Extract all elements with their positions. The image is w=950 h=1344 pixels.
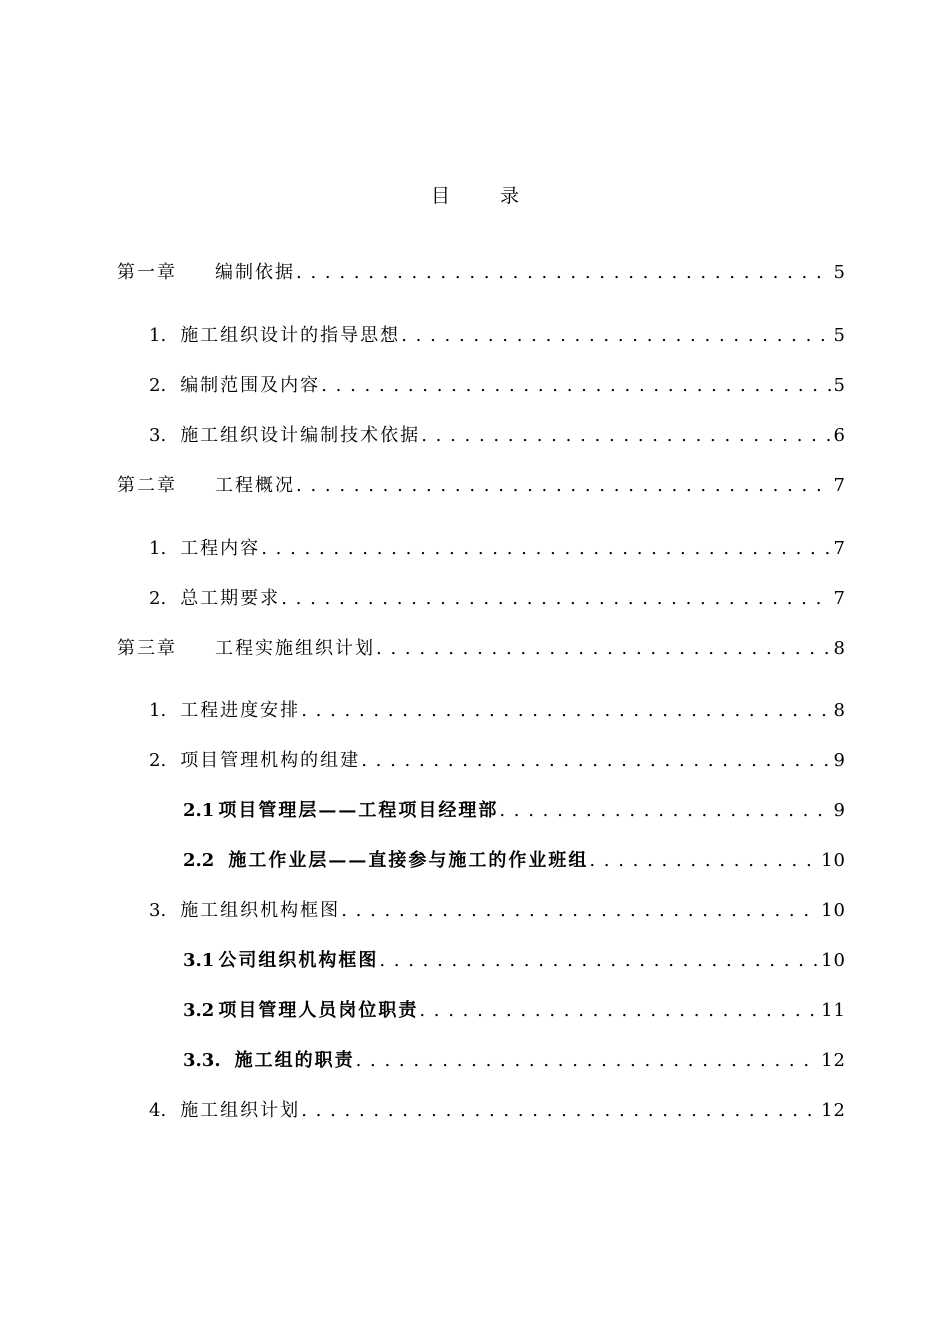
toc-entry[interactable] [149,422,846,450]
toc-entry-number: 2.1 [183,800,215,821]
dot-leader [379,947,818,975]
toc-entry[interactable] [183,847,846,875]
toc-entry-page: 5 [833,325,846,346]
dot-leader [321,372,830,400]
toc-entry[interactable] [117,635,846,663]
toc-entry[interactable] [183,1047,846,1075]
toc-entry-page: 12 [821,1100,846,1121]
dot-leader [361,747,830,775]
dot-leader [261,535,830,563]
toc-entry-label: 公司组织机构框图 [218,950,379,971]
dot-leader [589,847,818,875]
toc-entry-page: 9 [833,800,846,821]
toc-entry[interactable] [183,797,846,825]
toc-entry-page: 6 [833,425,846,446]
toc-entry-number: 第一章 [117,262,177,283]
dot-leader [301,697,830,725]
toc-entry[interactable] [149,322,846,350]
toc-entry-label: 总工期要求 [180,588,281,609]
toc-entry-number: 3.3. [183,1050,221,1071]
toc-entry-number: 1. [149,325,167,346]
toc-entry[interactable] [117,472,846,500]
toc-entry-number: 1. [149,700,167,721]
toc-entry-number: 3. [149,900,167,921]
toc-entry-page: 7 [833,588,846,609]
toc-entry-page: 10 [821,950,846,971]
toc-entry-page: 9 [833,750,846,771]
toc-entry-label: 编制依据 [215,262,295,283]
dot-leader [281,585,830,613]
toc-entry[interactable] [149,697,846,725]
toc-entry-page: 12 [821,1050,846,1071]
dot-leader [499,797,830,825]
toc-entry-page: 8 [833,638,846,659]
toc-entry-page: 5 [833,375,846,396]
toc-entry-number: 3.2 [183,1000,215,1021]
toc-entry-label: 工程内容 [180,538,261,559]
toc-entry-label: 施工作业层——直接参与施工的作业班组 [228,850,589,871]
toc-entry-number: 2. [149,750,167,771]
toc-entry-number: 第三章 [117,638,177,659]
toc-entry-number: 3. [149,425,167,446]
toc-entry[interactable] [149,585,846,613]
toc-title: 目 录 [430,185,542,207]
toc-entry-number: 1. [149,538,167,559]
toc-entry[interactable] [149,1097,846,1125]
toc-entry[interactable] [149,535,846,563]
toc-entry-label: 施工组织计划 [180,1100,301,1121]
dot-leader [419,997,818,1025]
toc-entry-number: 2. [149,588,167,609]
toc-entry[interactable] [117,259,846,287]
toc-entry-label: 项目管理层——工程项目经理部 [218,800,499,821]
toc-entry-page: 10 [821,900,846,921]
toc-entry-number: 4. [149,1100,167,1121]
toc-entry-page: 7 [833,475,846,496]
toc-entry[interactable] [183,947,846,975]
toc-entry-label: 项目管理机构的组建 [180,750,361,771]
dot-leader [296,259,831,287]
toc-entry-label: 工程进度安排 [180,700,301,721]
toc-entry[interactable] [183,997,846,1025]
dot-leader [341,897,818,925]
toc-entry-label: 施工组织机构框图 [180,900,341,921]
dot-leader [301,1097,818,1125]
toc-entry-label: 施工组的职责 [234,1050,355,1071]
toc-entry-page: 11 [821,1000,846,1021]
dot-leader [401,322,830,350]
dot-leader [421,422,830,450]
toc-entry-label: 工程概况 [215,475,295,496]
toc-entry-label: 施工组织设计的指导思想 [180,325,401,346]
toc-entry[interactable] [149,747,846,775]
toc-entry-page: 5 [833,262,846,283]
toc-entry-page: 7 [833,538,846,559]
toc-entry-number: 2.2 [183,850,215,871]
toc-entry-number: 2. [149,375,167,396]
toc-entry-page: 10 [821,850,846,871]
toc-entry-page: 8 [833,700,846,721]
toc-entry-label: 施工组织设计编制技术依据 [180,425,421,446]
toc-entry-number: 3.1 [183,950,215,971]
toc-entry-label: 编制范围及内容 [180,375,321,396]
dot-leader [376,635,831,663]
dot-leader [296,472,831,500]
toc-entry[interactable] [149,372,846,400]
toc-entry-label: 项目管理人员岗位职责 [218,1000,419,1021]
dot-leader [356,1047,819,1075]
toc-entry[interactable] [149,897,846,925]
toc-entry-number: 第二章 [117,475,177,496]
toc-entry-label: 工程实施组织计划 [215,638,375,659]
